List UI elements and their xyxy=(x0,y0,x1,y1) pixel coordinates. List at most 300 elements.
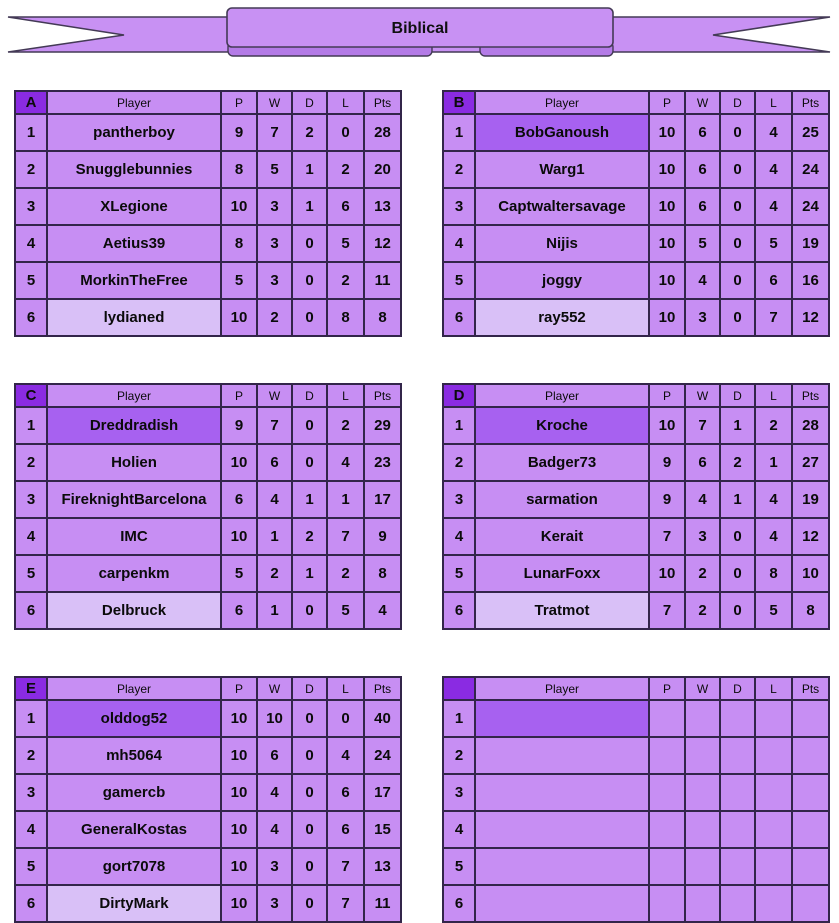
table-row xyxy=(15,774,401,811)
played-cell: 7 xyxy=(649,592,685,629)
player-column-header: Player xyxy=(475,677,649,700)
wins-cell xyxy=(685,885,720,922)
wins-cell: 4 xyxy=(685,481,720,518)
table-row xyxy=(15,188,401,225)
group-letter xyxy=(443,677,475,700)
table-row xyxy=(443,885,829,922)
points-cell: 11 xyxy=(364,885,401,922)
table-row xyxy=(443,262,829,299)
losses-cell: 4 xyxy=(327,444,364,481)
points-cell: 15 xyxy=(364,811,401,848)
player-name-cell: ray552 xyxy=(475,299,649,336)
draws-cell: 0 xyxy=(292,774,327,811)
group-table xyxy=(442,90,830,337)
wins-cell: 4 xyxy=(685,262,720,299)
played-cell: 5 xyxy=(221,262,257,299)
played-cell: 10 xyxy=(221,774,257,811)
player-name-cell: Kroche xyxy=(475,407,649,444)
rank-cell: 3 xyxy=(443,188,475,225)
wins-cell: 6 xyxy=(685,151,720,188)
points-cell xyxy=(792,885,829,922)
group-letter: D xyxy=(443,384,475,407)
wins-cell: 6 xyxy=(685,188,720,225)
points-cell: 13 xyxy=(364,848,401,885)
player-name-cell xyxy=(475,774,649,811)
wins-cell xyxy=(685,848,720,885)
group-letter: E xyxy=(15,677,47,700)
wins-cell: 3 xyxy=(257,848,292,885)
played-column-header: P xyxy=(221,677,257,700)
points-cell: 9 xyxy=(364,518,401,555)
table-row xyxy=(443,299,829,336)
player-name-cell: Delbruck xyxy=(47,592,221,629)
losses-cell: 8 xyxy=(327,299,364,336)
played-cell: 10 xyxy=(221,444,257,481)
draws-cell: 0 xyxy=(292,811,327,848)
player-name-cell: Badger73 xyxy=(475,444,649,481)
losses-cell: 0 xyxy=(327,700,364,737)
draws-cell xyxy=(720,774,755,811)
group-table xyxy=(442,383,830,630)
player-name-cell xyxy=(475,848,649,885)
draws-cell: 1 xyxy=(292,555,327,592)
points-cell: 17 xyxy=(364,481,401,518)
rank-cell: 4 xyxy=(443,225,475,262)
table-row xyxy=(443,518,829,555)
points-cell: 40 xyxy=(364,700,401,737)
rank-cell: 4 xyxy=(15,518,47,555)
group-header-row xyxy=(443,384,829,407)
wins-cell xyxy=(685,700,720,737)
player-name-cell: Captwaltersavage xyxy=(475,188,649,225)
losses-column-header: L xyxy=(755,91,792,114)
draws-cell: 0 xyxy=(720,262,755,299)
played-column-header: P xyxy=(649,384,685,407)
points-cell: 4 xyxy=(364,592,401,629)
draws-cell: 0 xyxy=(292,737,327,774)
points-cell: 28 xyxy=(364,114,401,151)
losses-cell: 5 xyxy=(327,225,364,262)
wins-column-header: W xyxy=(685,384,720,407)
points-cell: 27 xyxy=(792,444,829,481)
player-name-cell: Dreddradish xyxy=(47,407,221,444)
draws-column-header: D xyxy=(720,677,755,700)
played-cell: 10 xyxy=(221,518,257,555)
player-name-cell: GeneralKostas xyxy=(47,811,221,848)
played-column-header: P xyxy=(649,91,685,114)
rank-cell: 2 xyxy=(443,444,475,481)
banner-title: Biblical xyxy=(391,20,449,37)
rank-cell: 2 xyxy=(15,151,47,188)
points-column-header: Pts xyxy=(364,384,401,407)
player-name-cell xyxy=(475,885,649,922)
draws-cell: 1 xyxy=(720,407,755,444)
played-cell xyxy=(649,848,685,885)
table-row xyxy=(15,407,401,444)
played-cell: 10 xyxy=(221,811,257,848)
points-column-header: Pts xyxy=(792,384,829,407)
wins-cell: 3 xyxy=(685,518,720,555)
wins-cell: 2 xyxy=(257,299,292,336)
rank-cell: 6 xyxy=(15,592,47,629)
player-name-cell: MorkinTheFree xyxy=(47,262,221,299)
played-cell: 9 xyxy=(649,444,685,481)
wins-cell: 7 xyxy=(257,407,292,444)
table-row xyxy=(15,555,401,592)
points-cell: 11 xyxy=(364,262,401,299)
draws-cell: 0 xyxy=(720,114,755,151)
wins-cell: 6 xyxy=(257,737,292,774)
rank-cell: 3 xyxy=(15,481,47,518)
player-name-cell: lydianed xyxy=(47,299,221,336)
draws-cell: 0 xyxy=(292,299,327,336)
draws-cell: 1 xyxy=(292,151,327,188)
played-cell: 10 xyxy=(649,299,685,336)
player-name-cell xyxy=(475,811,649,848)
table-row xyxy=(15,299,401,336)
wins-cell: 4 xyxy=(257,481,292,518)
draws-cell xyxy=(720,737,755,774)
table-row xyxy=(443,555,829,592)
played-cell: 9 xyxy=(221,114,257,151)
played-column-header: P xyxy=(649,677,685,700)
player-name-cell: Holien xyxy=(47,444,221,481)
rank-cell: 1 xyxy=(15,114,47,151)
draws-column-header: D xyxy=(720,384,755,407)
wins-cell: 2 xyxy=(685,592,720,629)
rank-cell: 4 xyxy=(15,811,47,848)
losses-cell xyxy=(755,737,792,774)
table-row xyxy=(443,188,829,225)
player-name-cell: DirtyMark xyxy=(47,885,221,922)
losses-cell: 7 xyxy=(755,299,792,336)
losses-cell: 5 xyxy=(755,592,792,629)
losses-cell: 5 xyxy=(327,592,364,629)
losses-cell: 4 xyxy=(755,114,792,151)
wins-column-header: W xyxy=(685,91,720,114)
player-name-cell: Warg1 xyxy=(475,151,649,188)
table-row xyxy=(15,481,401,518)
rank-cell: 5 xyxy=(15,555,47,592)
points-cell: 28 xyxy=(792,407,829,444)
table-row xyxy=(443,444,829,481)
losses-cell: 2 xyxy=(327,151,364,188)
draws-cell: 0 xyxy=(292,407,327,444)
group-table-body xyxy=(443,114,829,336)
losses-cell: 6 xyxy=(327,774,364,811)
losses-cell: 2 xyxy=(755,407,792,444)
points-cell: 19 xyxy=(792,481,829,518)
rank-cell: 6 xyxy=(15,885,47,922)
table-row xyxy=(443,737,829,774)
draws-cell: 0 xyxy=(292,225,327,262)
draws-cell: 0 xyxy=(720,518,755,555)
rank-cell: 4 xyxy=(443,811,475,848)
wins-cell: 3 xyxy=(685,299,720,336)
group-header-row xyxy=(15,384,401,407)
table-row xyxy=(15,848,401,885)
wins-cell: 3 xyxy=(257,225,292,262)
rank-cell: 4 xyxy=(15,225,47,262)
player-name-cell: BobGanoush xyxy=(475,114,649,151)
losses-column-header: L xyxy=(755,677,792,700)
played-cell: 5 xyxy=(221,555,257,592)
played-column-header: P xyxy=(221,91,257,114)
wins-cell: 5 xyxy=(257,151,292,188)
points-cell: 19 xyxy=(792,225,829,262)
table-row xyxy=(15,151,401,188)
rank-cell: 6 xyxy=(15,299,47,336)
losses-cell: 5 xyxy=(755,225,792,262)
player-name-cell: FireknightBarcelona xyxy=(47,481,221,518)
played-cell: 9 xyxy=(649,481,685,518)
draws-cell: 0 xyxy=(292,444,327,481)
table-row xyxy=(15,444,401,481)
rank-cell: 2 xyxy=(443,737,475,774)
played-cell: 7 xyxy=(649,518,685,555)
player-column-header: Player xyxy=(47,384,221,407)
points-column-header: Pts xyxy=(792,677,829,700)
losses-cell: 1 xyxy=(755,444,792,481)
draws-column-header: D xyxy=(292,677,327,700)
player-name-cell: pantherboy xyxy=(47,114,221,151)
played-cell: 10 xyxy=(649,188,685,225)
rank-cell: 5 xyxy=(443,848,475,885)
wins-cell: 7 xyxy=(257,114,292,151)
draws-cell xyxy=(720,811,755,848)
wins-cell: 7 xyxy=(685,407,720,444)
group-table xyxy=(14,676,402,923)
table-row xyxy=(15,262,401,299)
player-column-header: Player xyxy=(475,384,649,407)
player-column-header: Player xyxy=(47,91,221,114)
player-name-cell: gort7078 xyxy=(47,848,221,885)
points-cell: 24 xyxy=(792,188,829,225)
points-column-header: Pts xyxy=(792,91,829,114)
losses-cell xyxy=(755,885,792,922)
wins-cell: 10 xyxy=(257,700,292,737)
points-cell: 13 xyxy=(364,188,401,225)
group-table xyxy=(14,383,402,630)
player-name-cell: Snugglebunnies xyxy=(47,151,221,188)
played-cell: 8 xyxy=(221,151,257,188)
losses-cell: 6 xyxy=(327,811,364,848)
losses-column-header: L xyxy=(327,677,364,700)
losses-cell: 0 xyxy=(327,114,364,151)
group-table-body xyxy=(15,114,401,336)
rank-cell: 3 xyxy=(443,774,475,811)
player-column-header: Player xyxy=(475,91,649,114)
group-letter: C xyxy=(15,384,47,407)
player-name-cell: olddog52 xyxy=(47,700,221,737)
rank-cell: 2 xyxy=(15,737,47,774)
table-row xyxy=(15,114,401,151)
losses-cell: 6 xyxy=(327,188,364,225)
table-row xyxy=(15,811,401,848)
group-table xyxy=(14,90,402,337)
points-cell: 12 xyxy=(792,518,829,555)
table-row xyxy=(443,774,829,811)
wins-cell: 5 xyxy=(685,225,720,262)
losses-cell: 2 xyxy=(327,262,364,299)
played-cell: 10 xyxy=(649,114,685,151)
wins-cell: 1 xyxy=(257,518,292,555)
rank-cell: 3 xyxy=(443,481,475,518)
points-cell: 20 xyxy=(364,151,401,188)
player-name-cell: LunarFoxx xyxy=(475,555,649,592)
wins-cell: 4 xyxy=(257,774,292,811)
group-header-row xyxy=(15,677,401,700)
wins-cell: 6 xyxy=(257,444,292,481)
draws-cell xyxy=(720,700,755,737)
points-cell: 24 xyxy=(364,737,401,774)
player-column-header: Player xyxy=(47,677,221,700)
rank-cell: 3 xyxy=(15,774,47,811)
losses-cell: 4 xyxy=(755,518,792,555)
points-cell xyxy=(792,700,829,737)
rank-cell: 6 xyxy=(443,299,475,336)
wins-cell: 2 xyxy=(685,555,720,592)
played-cell xyxy=(649,885,685,922)
table-row xyxy=(443,811,829,848)
rank-cell: 1 xyxy=(15,700,47,737)
points-cell: 12 xyxy=(792,299,829,336)
points-cell: 8 xyxy=(792,592,829,629)
points-column-header: Pts xyxy=(364,91,401,114)
points-cell xyxy=(792,811,829,848)
group-table-body xyxy=(15,700,401,922)
group-table-body xyxy=(15,407,401,629)
played-cell xyxy=(649,811,685,848)
player-name-cell: mh5064 xyxy=(47,737,221,774)
wins-column-header: W xyxy=(257,677,292,700)
table-row xyxy=(443,151,829,188)
losses-cell: 4 xyxy=(755,188,792,225)
points-cell: 12 xyxy=(364,225,401,262)
losses-cell: 6 xyxy=(755,262,792,299)
player-name-cell: Aetius39 xyxy=(47,225,221,262)
played-cell: 10 xyxy=(649,225,685,262)
group-table-body xyxy=(443,700,829,922)
table-row xyxy=(15,225,401,262)
played-cell: 10 xyxy=(221,188,257,225)
played-cell: 8 xyxy=(221,225,257,262)
player-name-cell: Tratmot xyxy=(475,592,649,629)
losses-cell: 2 xyxy=(327,555,364,592)
draws-cell: 1 xyxy=(720,481,755,518)
draws-cell: 0 xyxy=(292,262,327,299)
draws-cell: 0 xyxy=(720,555,755,592)
draws-cell: 0 xyxy=(720,225,755,262)
player-name-cell: XLegione xyxy=(47,188,221,225)
losses-column-header: L xyxy=(755,384,792,407)
draws-cell: 1 xyxy=(292,188,327,225)
player-name-cell: gamercb xyxy=(47,774,221,811)
rank-cell: 2 xyxy=(443,151,475,188)
table-row xyxy=(443,848,829,885)
points-cell: 29 xyxy=(364,407,401,444)
points-column-header: Pts xyxy=(364,677,401,700)
table-row xyxy=(443,481,829,518)
table-row xyxy=(443,114,829,151)
player-name-cell: Nijis xyxy=(475,225,649,262)
points-cell: 25 xyxy=(792,114,829,151)
player-name-cell: IMC xyxy=(47,518,221,555)
points-cell: 17 xyxy=(364,774,401,811)
played-column-header: P xyxy=(221,384,257,407)
losses-cell: 4 xyxy=(327,737,364,774)
rank-cell: 3 xyxy=(15,188,47,225)
played-cell: 10 xyxy=(649,407,685,444)
draws-cell: 0 xyxy=(720,188,755,225)
player-name-cell: carpenkm xyxy=(47,555,221,592)
wins-cell: 6 xyxy=(685,444,720,481)
draws-cell: 2 xyxy=(292,518,327,555)
draws-cell: 0 xyxy=(720,592,755,629)
losses-cell: 7 xyxy=(327,848,364,885)
player-name-cell xyxy=(475,737,649,774)
losses-cell: 7 xyxy=(327,885,364,922)
rank-cell: 4 xyxy=(443,518,475,555)
rank-cell: 2 xyxy=(15,444,47,481)
rank-cell: 1 xyxy=(443,700,475,737)
losses-cell xyxy=(755,848,792,885)
wins-cell: 6 xyxy=(685,114,720,151)
rank-cell: 1 xyxy=(443,407,475,444)
player-name-cell: sarmation xyxy=(475,481,649,518)
table-row xyxy=(443,592,829,629)
wins-column-header: W xyxy=(257,384,292,407)
wins-cell: 3 xyxy=(257,885,292,922)
draws-cell: 2 xyxy=(720,444,755,481)
played-cell: 10 xyxy=(221,299,257,336)
group-table xyxy=(442,676,830,923)
rank-cell: 1 xyxy=(443,114,475,151)
played-cell: 9 xyxy=(221,407,257,444)
points-cell: 10 xyxy=(792,555,829,592)
wins-cell xyxy=(685,811,720,848)
draws-cell: 0 xyxy=(720,151,755,188)
losses-cell: 1 xyxy=(327,481,364,518)
points-cell xyxy=(792,774,829,811)
table-row xyxy=(15,737,401,774)
rank-cell: 1 xyxy=(15,407,47,444)
draws-column-header: D xyxy=(292,384,327,407)
wins-cell xyxy=(685,737,720,774)
table-row xyxy=(443,225,829,262)
table-row xyxy=(15,592,401,629)
draws-cell: 2 xyxy=(292,114,327,151)
points-cell: 8 xyxy=(364,555,401,592)
groups-grid xyxy=(14,90,828,923)
draws-cell: 0 xyxy=(292,885,327,922)
losses-cell: 8 xyxy=(755,555,792,592)
rank-cell: 6 xyxy=(443,885,475,922)
group-table-body xyxy=(443,407,829,629)
draws-cell: 1 xyxy=(292,481,327,518)
losses-cell: 4 xyxy=(755,151,792,188)
player-name-cell xyxy=(475,700,649,737)
played-cell: 10 xyxy=(221,885,257,922)
played-cell xyxy=(649,700,685,737)
tournament-banner xyxy=(0,0,839,64)
points-cell xyxy=(792,737,829,774)
player-name-cell: Kerait xyxy=(475,518,649,555)
draws-cell: 0 xyxy=(720,299,755,336)
played-cell: 6 xyxy=(221,592,257,629)
losses-cell xyxy=(755,700,792,737)
points-cell: 16 xyxy=(792,262,829,299)
